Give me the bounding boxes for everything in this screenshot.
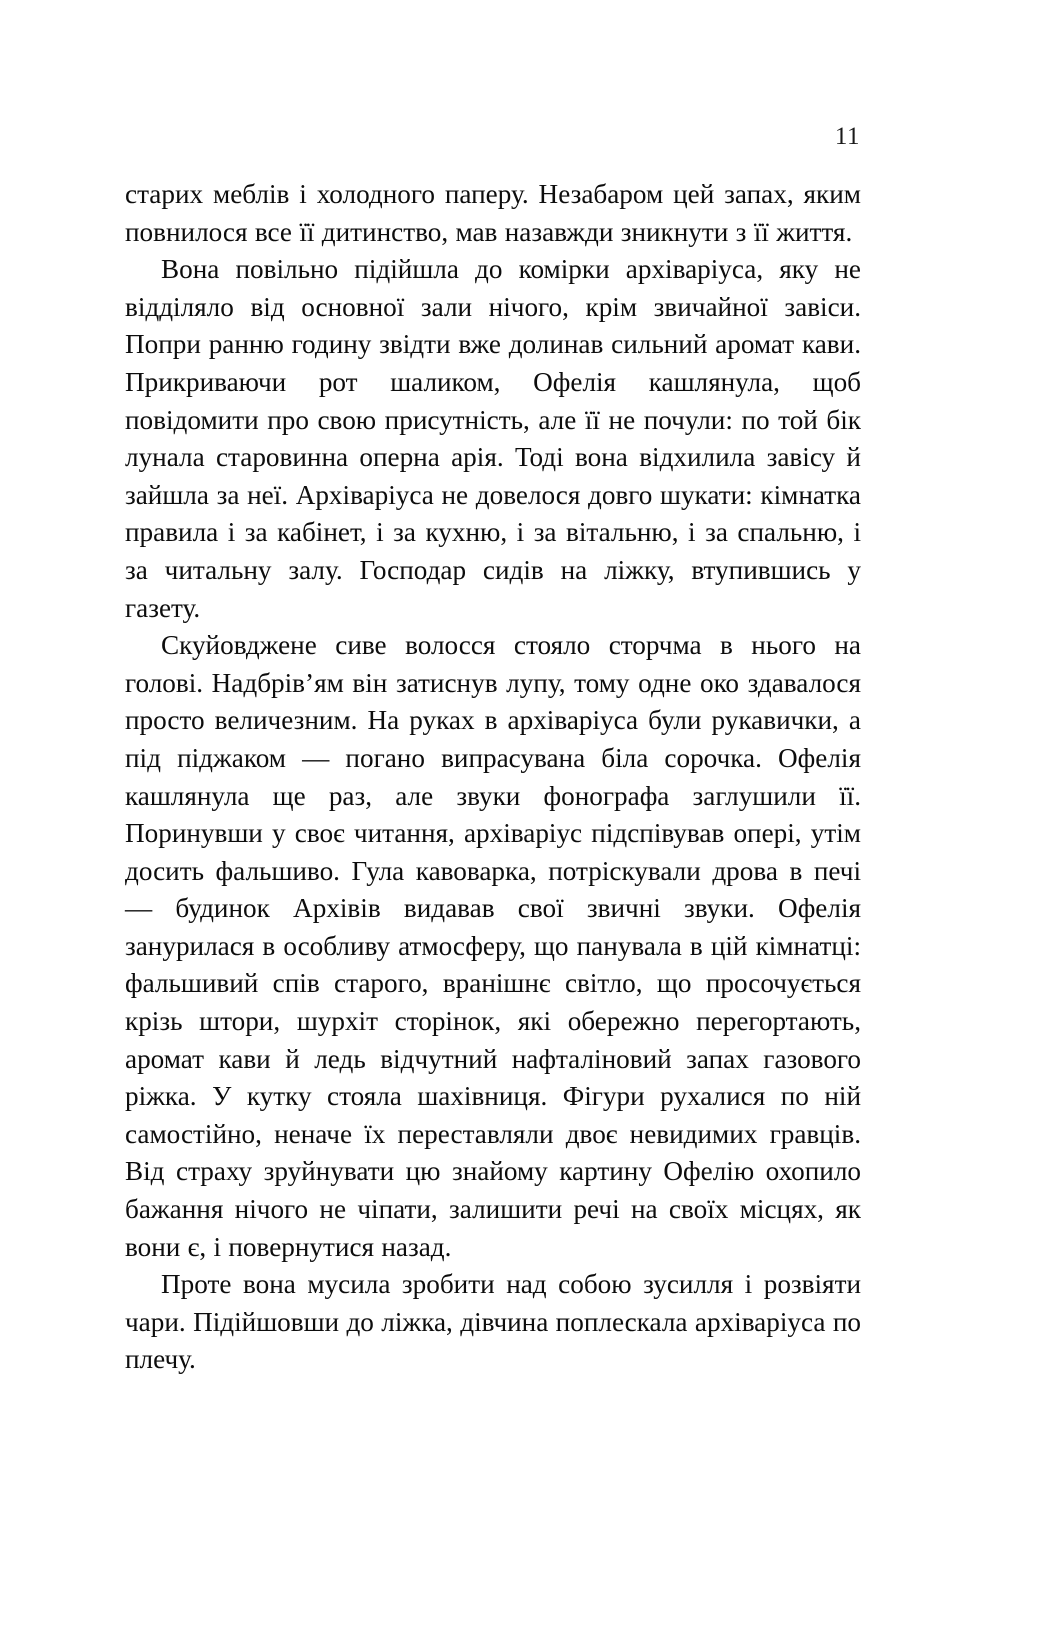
folio-row [125,124,860,149]
paragraph-volossia: Скуйовджене сиве волосся стояло сторчма в нього на голові. Надбрів’ям він затиснув лупу, тому одне око здавалося просто величезним. На руках в архіваріуса були рукавички, а під піджаком — погано випрасувана біла сорочка. Офелія кашлянула ще раз, але звуки фонографа заглушили її. Поринувши у своє читання, архіваріус підспівував опері, утім досить фальшиво. Гула кавоварка, потріскували дрова в печі — будинок Архівів видавав свої звичні звуки. Офелія занурилася в особливу атмосферу, що панувала в цій кімнатці: фальшивий спів старого, вранішнє світло, що просочується крізь штори, шурхіт сторінок, які обережно перегортають, аромат кави й ледь відчутний нафталіновий запах газового ріжка. У кутку стояла шахівниця. Фігури рухалися по ній самостійно, неначе їх переставляли двоє невидимих гравців. Від страху зруйнувати цю знайому картину Офелію охопило бажання нічого не чіпати, залишити речі на своїх місцях, як вони є, і повернутися назад. [125,630,861,1262]
page-number: 11 [834,123,860,150]
paragraph-continuation: старих меблів і холодного паперу. Незабаром цей запах, яким повнилося все її дитинство, мав назавжди зникнути з її життя. [125,179,861,247]
text-column [125,176,861,1379]
paragraph-komirka: Вона повільно підійшла до комірки архіваріуса, яку не відділяло від основної зали нічого, крім звичайної завіси. Попри ранню годину звідти вже долинав сильний аромат кави. Прикриваючи рот шаликом, Офелія кашлянула, щоб повідомити про свою присутність, але її не почули: по той бік лунала старовинна оперна арія. Тоді вона відхилила завісу й зайшла за неї. Архіваріуса не довелося довго шукати: кімнатка правила і за кабінет, і за кухню, і за вітальню, і за спальню, і за читальну залу. Господар сидів на ліжку, втупившись у газету. [125,254,861,623]
paragraph-chary: Проте вона мусила зробити над собою зусилля і розвіяти чари. Підійшовши до ліжка, дівчина поплескала архіваріуса по плечу. [125,1269,861,1375]
